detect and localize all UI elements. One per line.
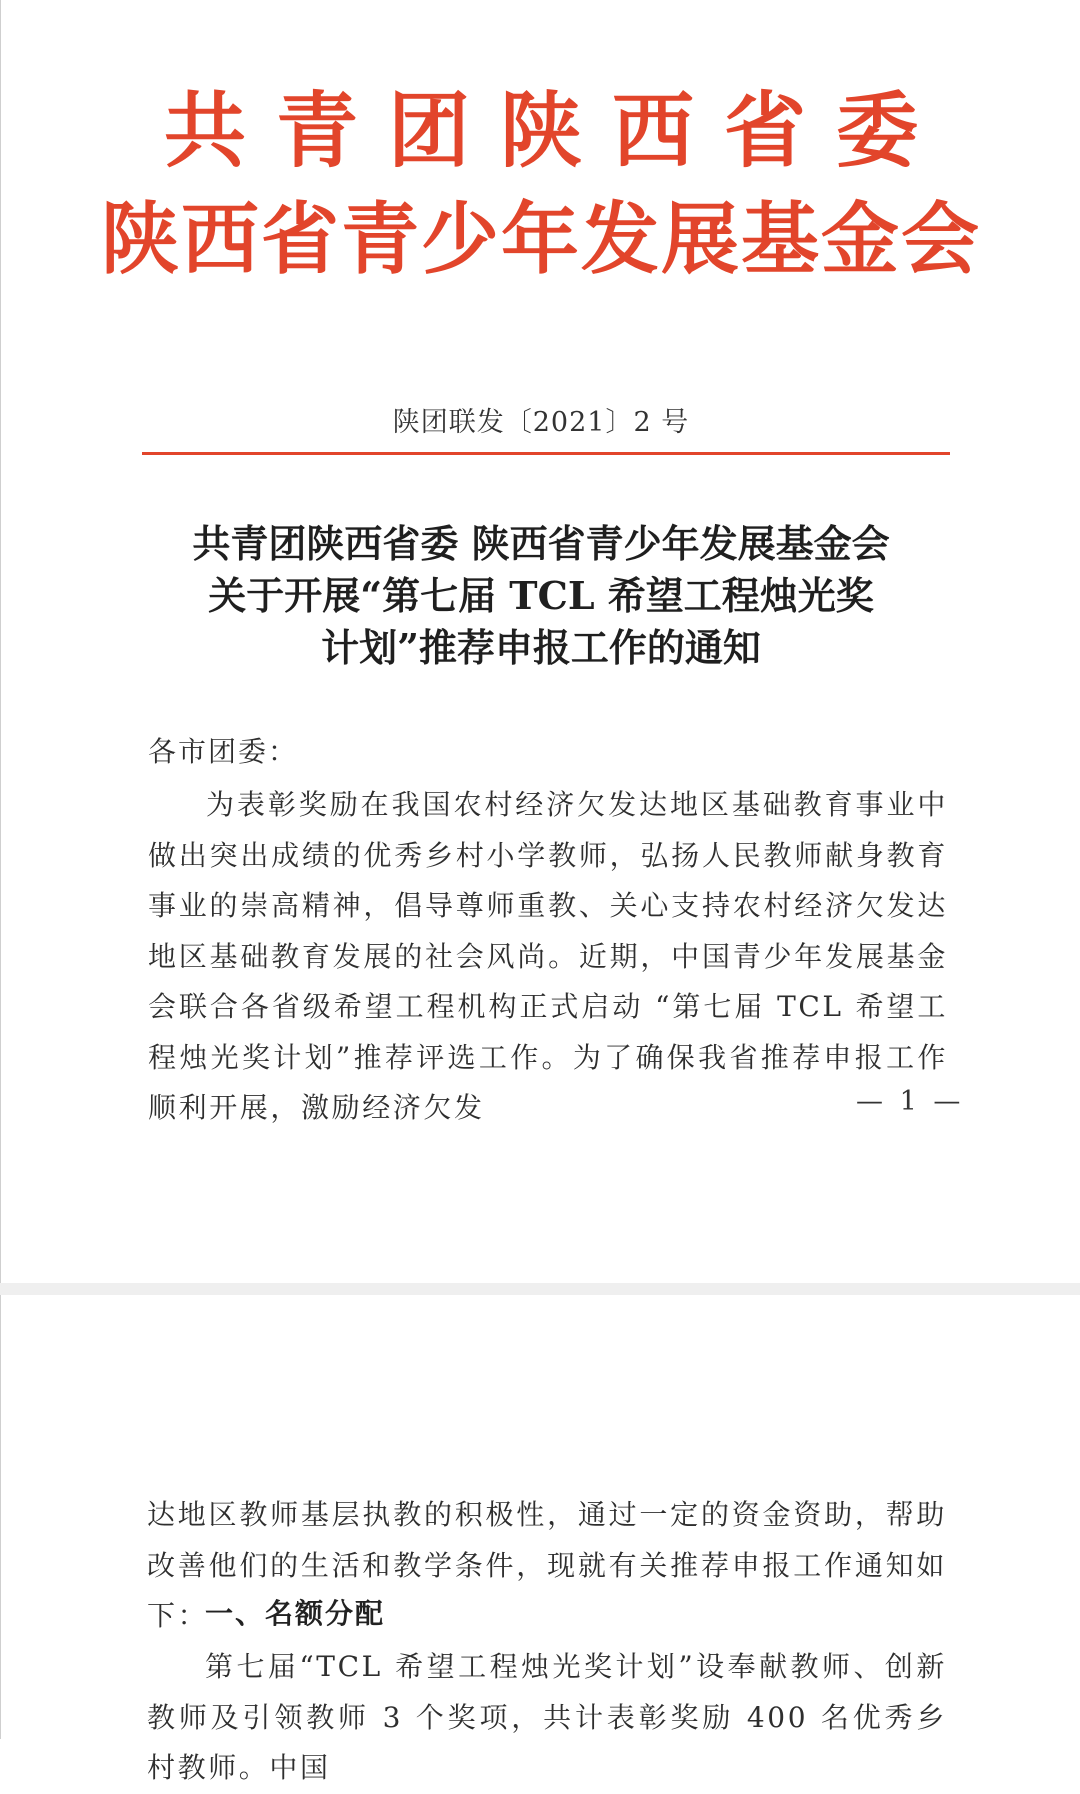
body-paragraph-1: [148, 780, 948, 1134]
title-line-2: 关于开展“第七届 TCL 希望工程烛光奖: [208, 573, 874, 618]
document-number: 陕团联发〔2021〕2 号: [392, 407, 690, 438]
salutation: 各市团委：: [148, 735, 299, 768]
document-title: [101, 518, 981, 674]
section-heading: 一、名额分配: [205, 1597, 386, 1630]
red-divider-line: [142, 452, 950, 455]
page-separator: [0, 1283, 1080, 1295]
org-name-line-2: 陕西省青少年发展基金会: [100, 195, 981, 285]
paragraph-text-2: 第七届“TCL 希望工程烛光奖计划”设奉献教师、创新教师及引领教师 3 个奖项，共计表彰奖励 400 名优秀乡村教师。中国: [147, 1650, 947, 1784]
page-number: — 1 —: [856, 1086, 965, 1117]
paragraph-text-continued: 达地区教师基层执教的积极性，通过一定的资金资助，帮助改善他们的生活和教学条件，现就有关推荐申报工作通知如下：: [147, 1498, 947, 1632]
paragraph-text: 为表彰奖励在我国农村经济欠发达地区基础教育事业中做出突出成绩的优秀乡村小学教师，弘扬人民教师献身教育事业的崇高精神，倡导尊师重教、关心支持农村经济欠发达地区基础教育发展的社会风尚。近期，中国青少年发展基金会联合各省级希望工程机构正式启动 “第七届 TCL 希望工程烛光奖计划”推荐评选工作。为了确保我省推荐申报工作顺利开展，激励经济欠发: [148, 788, 948, 1124]
title-line-1: 共青团陕西省委 陕西省青少年发展基金会: [192, 521, 890, 566]
org-name-line-1: 共青团陕西省委: [163, 84, 948, 179]
title-line-3: 计划”推荐申报工作的通知: [321, 625, 761, 670]
body-paragraph-2: [147, 1642, 947, 1794]
